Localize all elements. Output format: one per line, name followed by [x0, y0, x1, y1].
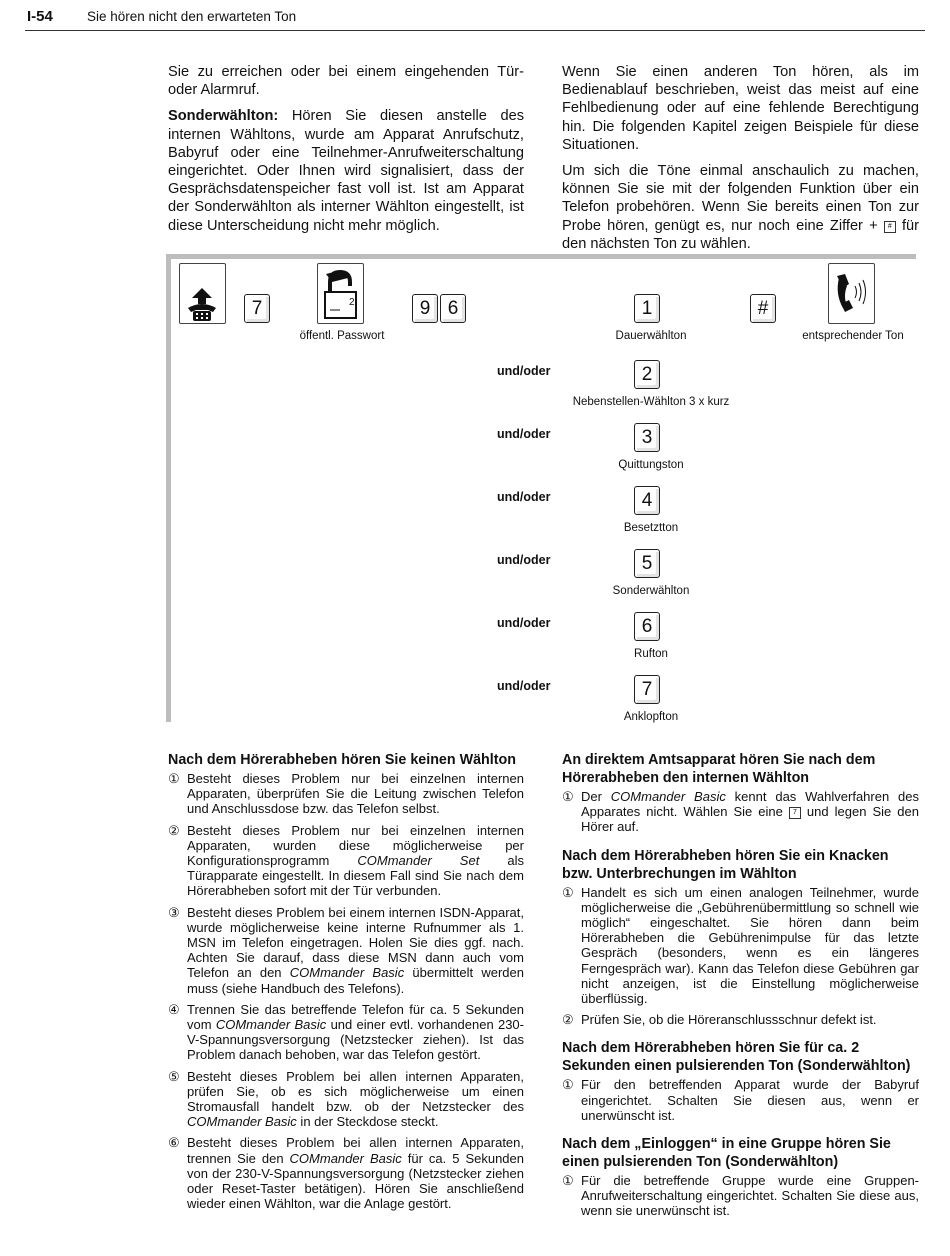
item-number: ④ — [168, 1001, 180, 1017]
und-oder-label: und/oder — [497, 364, 551, 378]
header-rule — [25, 30, 925, 31]
und-oder-label: und/oder — [497, 553, 551, 567]
und-oder-label: und/oder — [497, 490, 551, 504]
section-title-kein-waehlton: Nach dem Hörerabheben hören Sie keinen Wählton — [168, 752, 516, 768]
list-item — [168, 905, 524, 996]
troubleshooting-section — [562, 847, 919, 1028]
hash-key-inline: # — [884, 221, 896, 233]
section-title: Nach dem „Einloggen“ in eine Gruppe hören Sie einen pulsierenden Ton (Sonderwählton) — [562, 1136, 891, 1171]
tone-key-button[interactable]: 5 — [634, 549, 660, 578]
list-item — [168, 823, 524, 899]
tone-key-button[interactable]: 4 — [634, 486, 660, 515]
section-title: Nach dem Hörerabheben hören Sie für ca. 2 Sekunden einen pulsierenden Ton (Sonderwählton) — [562, 1040, 911, 1075]
und-oder-label: und/oder — [497, 427, 551, 441]
tone-key-button[interactable]: 7 — [634, 675, 660, 704]
item-text: Für den betreffenden Apparat wurde der Babyruf eingerichtet. Schalten Sie diesen aus, wenn er unerwünscht ist. — [581, 1077, 919, 1123]
tone-label: Besetztton — [623, 522, 679, 534]
tone-key-button[interactable]: 2 — [634, 360, 660, 389]
item-text: Der COMmander Basic kennt das Wahlverfahren des Apparates nicht. Wählen Sie eine 7 und legen Sie den Hörer auf. — [581, 789, 919, 835]
tone-label: Quittungston — [618, 459, 684, 471]
section-kein-waehlton — [168, 751, 524, 1217]
list-item — [562, 885, 919, 1007]
list-item — [562, 789, 919, 835]
intro-right-p1: Wenn Sie einen anderen Ton hören, als im Bedienablauf beschrieben, weist das meist auf eine Fehlbedienung oder auf eine fehlende Berechtigung hin. Die folgenden Kapitel zeigen Beispiele für diese Situationen. — [562, 64, 919, 153]
list-item — [168, 1002, 524, 1063]
list-item — [168, 1069, 524, 1130]
item-text: Für die betreffende Gruppe wurde eine Gruppen-Anrufweiterschaltung eingerichtet. Schalten Sie diese aus, wenn sie unerwünscht ist. — [581, 1173, 919, 1219]
tone-label: Rufton — [634, 648, 668, 660]
troubleshooting-section — [562, 1039, 919, 1123]
item-number: ① — [168, 771, 180, 786]
intro-right-p2: Um sich die Töne einmal anschaulich zu machen, können Sie sie mit der folgenden Funktion über ein Telefon probehören. Wenn Sie bereits einen Ton zur Probe hören, genügt es, nur noch eine Ziffer + # für den nächsten Ton zu wählen. — [562, 163, 919, 252]
intro-right-column — [562, 63, 919, 261]
product-name: COMmander Basic — [187, 1114, 297, 1130]
right-sections — [562, 751, 919, 1231]
item-number: ① — [562, 789, 574, 804]
item-number: ② — [562, 1012, 574, 1028]
section-title: An direktem Amtsapparat hören Sie nach dem Hörerabheben den internen Wählton — [562, 752, 876, 786]
product-name: COMmander Basic — [289, 1150, 402, 1166]
key-7-inline: 7 — [789, 807, 801, 819]
tone-label: Dauerwählton — [615, 330, 687, 342]
ringing-handset-icon — [828, 263, 875, 324]
item-number: ⑥ — [168, 1135, 180, 1151]
intro-left-p2: Sonderwählton: Hören Sie diesen anstelle des internen Wähltons, wurde am Apparat Anrufschutz, Babyruf oder eine Teilnehmer-Anrufweiterschaltung eingerichtet. Oder Ihnen wird signalisiert, dass der Gesprächsdatenspeicher fast voll ist. Ist am Apparat der Sonderwählton als interner Wählton eingestellt, ist diese Unterscheidung nicht mehr möglich. — [168, 108, 524, 234]
right-sections-list — [562, 751, 919, 1219]
item-number: ① — [562, 1077, 574, 1093]
item-number: ② — [168, 822, 180, 838]
list-item — [562, 1077, 919, 1123]
key-hash-button[interactable]: # — [750, 294, 776, 323]
tone-key-button[interactable]: 1 — [634, 294, 660, 323]
kein-waehlton-list — [168, 771, 524, 1211]
key-7-button[interactable]: 7 — [244, 294, 270, 323]
label-passwort: öffentl. Passwort — [299, 330, 385, 342]
item-number: ① — [562, 884, 574, 900]
page-number: I-54 — [27, 8, 53, 25]
tone-label: Anklopfton — [623, 711, 679, 723]
diagram-frame-left — [166, 254, 171, 722]
padlock-password-icon — [317, 263, 364, 324]
intro-left-p1: Sie zu erreichen oder bei einem eingehenden Tür- oder Alarmruf. — [168, 64, 524, 99]
item-text: Besteht dieses Problem bei allen internen Apparaten, prüfen Sie, ob es sich möglicherweise um einen Stromausfall handelt bzw. ob der Netzstecker des COMmander Basic in der Steckdose steckt. — [187, 1068, 524, 1130]
und-oder-label: und/oder — [497, 616, 551, 630]
page-header-title: Sie hören nicht den erwarteten Ton — [87, 9, 297, 24]
diagram-frame-top — [166, 254, 916, 259]
password-digit: 2 — [349, 297, 355, 308]
item-text: Prüfen Sie, ob die Höreranschlussschnur defekt ist. — [581, 1012, 877, 1028]
troubleshooting-section — [562, 751, 919, 835]
list-item — [562, 1012, 919, 1027]
list-item — [562, 1173, 919, 1219]
item-text: Handelt es sich um einen analogen Teilnehmer, wurde möglicherweise die „Gebührenübermittlung so schnell wie möglich“ eingeschaltet. Sie hören dann beim Hörerabheben die Gebührenimpulse für das letzte Gespräch (besonders, wenn es ein längeres Ferngespräch war). Kann das Telefon diese Gebühren gar nicht anzeigen, ist die Einstellung möglicherweise überflüssig. — [581, 884, 919, 1007]
item-text: Besteht dieses Problem nur bei einzelnen internen Apparaten, wurden diese möglicherweise per Konfigurationsprogramm COMmander Set als Türapparate eingestellt. In diesem Fall sind Sie nach dem Hörerabheben sofort mit der Tür verbunden. — [187, 822, 524, 899]
item-text: Besteht dieses Problem nur bei einzelnen internen Apparaten, überprüfen Sie die Leitung zwischen Telefon und Anschlussdose bzw. das Telefon selbst. — [187, 771, 524, 817]
troubleshooting-section — [562, 1135, 919, 1219]
product-name: COMmander Basic — [610, 789, 726, 804]
item-number: ③ — [168, 904, 180, 920]
list-item — [168, 1135, 524, 1211]
item-number: ① — [562, 1173, 574, 1189]
item-text: Besteht dieses Problem bei einem internen ISDN-Apparat, wurde möglicherweise keine interne Rufnummer als 1. MSN im Telefon eingetragen. Holen Sie dies ggf. nach. Achten Sie darauf, dass diese MSN dann auch vom Telefon an den COMmander Basic übermittelt werden muss (siehe Handbuch des Telefons). — [187, 904, 524, 996]
list-item — [168, 771, 524, 817]
product-name: COMmander Basic — [289, 965, 405, 981]
section-title: Nach dem Hörerabheben hören Sie ein Knacken bzw. Unterbrechungen im Wählton — [562, 847, 889, 882]
tone-label: Sonderwählton — [612, 585, 690, 597]
sonderwaehlton-term: Sonderwählton: — [168, 108, 279, 125]
item-number: ⑤ — [168, 1068, 180, 1084]
key-9-button[interactable]: 9 — [412, 294, 438, 323]
item-text: Besteht dieses Problem bei allen internen Apparaten, trennen Sie den COMmander Basic für ca. 5 Sekunden von der 230-V-Spannungsversorgung (Netzstecker ziehen oder Reset-Taster betätigen). Hören Sie anschließend wieder einen Wählton, war die Anlage gestört. — [187, 1135, 524, 1212]
product-name: COMmander Set — [357, 853, 480, 869]
tone-label: Nebenstellen-Wählton 3 x kurz — [572, 396, 730, 408]
label-entsprechender-ton: entsprechender Ton — [802, 330, 904, 342]
tone-key-button[interactable]: 3 — [634, 423, 660, 452]
tone-key-button[interactable]: 6 — [634, 612, 660, 641]
item-text: Trennen Sie das betreffende Telefon für ca. 5 Sekunden vom COMmander Basic und einer evtl. vorhandenen 230-V-Spannungsversorgung (Netzstecker ziehen). Ist das Problem danach behoben, war das Telefon gestört. — [187, 1001, 524, 1063]
lift-handset-icon — [179, 263, 226, 324]
product-name: COMmander Basic — [215, 1017, 327, 1033]
und-oder-label: und/oder — [497, 679, 551, 693]
key-6-button[interactable]: 6 — [440, 294, 466, 323]
intro-left-column — [168, 63, 524, 243]
